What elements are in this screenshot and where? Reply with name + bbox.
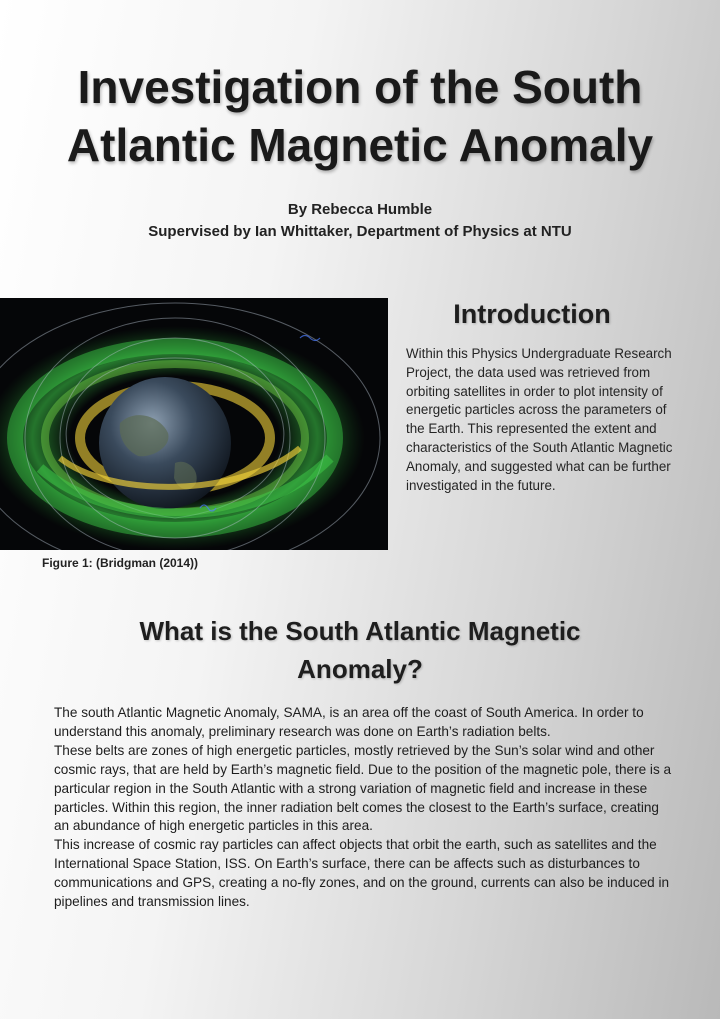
introduction-heading: Introduction <box>453 299 611 329</box>
title-line-1: Investigation of the South <box>77 61 643 113</box>
introduction-text: Within this Physics Undergraduate Research Project, the data used was retrieved from orbiting satellites in order to plot intensity of energetic particles across the parameters of the Earth. This represented the extent and characteristics of the South Atlantic Magnetic Anomaly, and suggested what can be further investigated in the future. <box>406 346 673 493</box>
sama-heading-line-2: Anomaly? <box>297 654 423 684</box>
author-line: By Rebecca Humble <box>287 201 433 218</box>
supervisor-line: Supervised by Ian Whittaker, Department of Physics at NTU <box>148 223 572 240</box>
figure-caption: Figure 1: (Bridgman (2014)) <box>42 556 199 570</box>
byline <box>0 199 720 243</box>
title-line-2: Atlantic Magnetic Anomaly <box>66 119 654 171</box>
sama-paragraph-1: The south Atlantic Magnetic Anomaly, SAMA, is an area off the coast of South America. In order to understand this anomaly, preliminary research was done on Earth’s radiation belts. <box>54 705 644 739</box>
sama-heading-line-1: What is the South Atlantic Magnetic <box>139 616 581 646</box>
radiation-belts-illustration <box>0 298 388 550</box>
radiation-belts-figure <box>0 298 388 550</box>
sama-paragraph-3: This increase of cosmic ray particles can affect objects that orbit the earth, such as satellites and the International Space Station, ISS. On Earth’s surface, there can be affects such as disturbances to communications and GPS, creating a no-fly zones, and on the ground, currents can also be induced in pipelines and transmission lines. <box>54 837 670 910</box>
poster-title <box>0 58 720 174</box>
sama-paragraph-2: These belts are zones of high energetic particles, mostly retrieved by the Sun’s solar wind and other cosmic rays, that are held by Earth’s magnetic field. Due to the position of the magnetic pole, there is a particular region in the South Atlantic with a strong variation of magnetic field and increase in these particles. Within this region, the inner radiation belt comes the closest to the Earth’s surface, creating an abundance of high energetic particles in this area. <box>54 742 672 834</box>
sama-body <box>54 704 674 912</box>
sama-heading <box>0 612 720 688</box>
